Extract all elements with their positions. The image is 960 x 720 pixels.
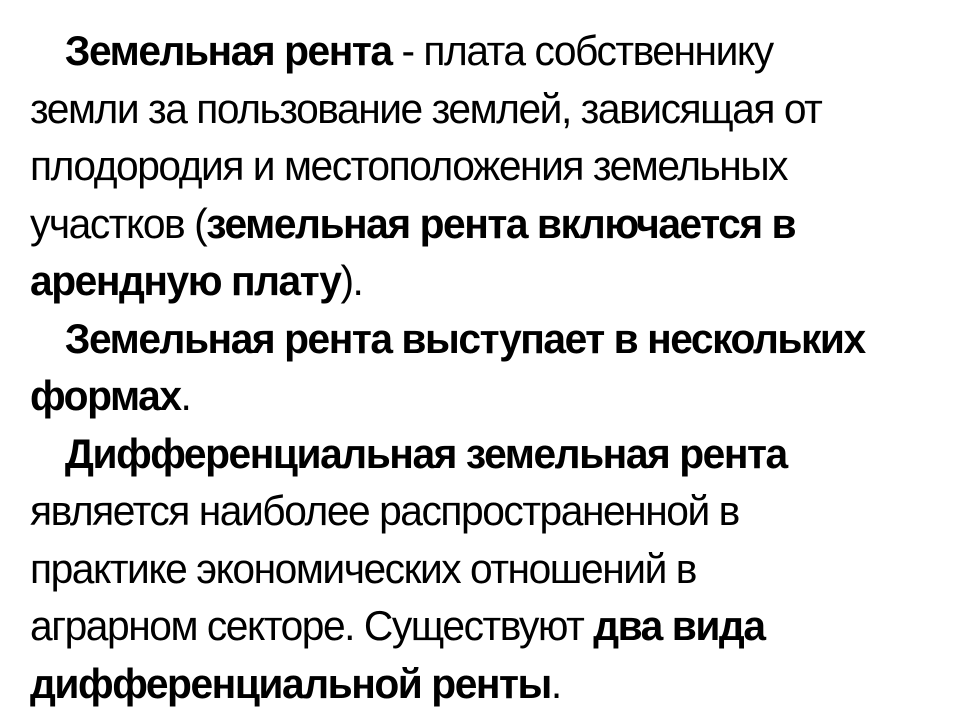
text-run: Земельная рента xyxy=(64,27,392,74)
text-line xyxy=(30,597,905,655)
text-run: является наиболее распространенной в xyxy=(30,487,739,534)
text-run: . xyxy=(550,659,561,707)
text-line xyxy=(30,540,905,598)
text-run: дифференциальной ренты xyxy=(30,659,551,707)
text-line xyxy=(30,655,905,713)
text-run: Земельная рента выступает в нескольких xyxy=(64,314,865,362)
text-run: Дифференциальная земельная рента xyxy=(64,429,787,477)
text-line xyxy=(30,195,905,253)
text-line xyxy=(30,137,905,195)
text-run: - плата собственнику xyxy=(391,27,773,74)
text-run: . xyxy=(180,372,191,419)
text-run: практике экономических отношений в xyxy=(30,544,696,592)
text-run: земельная рента включается в xyxy=(206,199,796,247)
text-run: формах xyxy=(30,372,181,419)
text-line xyxy=(30,425,905,483)
text-run: арендную плату xyxy=(30,257,341,304)
text-block xyxy=(30,22,932,712)
text-line xyxy=(30,22,905,80)
text-run: участков ( xyxy=(30,199,207,247)
text-run: плодородия и местоположения земельных xyxy=(30,142,788,189)
text-run: земли за пользование землей, зависящая от xyxy=(30,84,822,132)
text-line xyxy=(30,310,905,368)
text-run: аграрном секторе. Существуют xyxy=(30,602,594,649)
text-run: ). xyxy=(340,257,363,304)
text-line xyxy=(30,482,905,540)
text-line xyxy=(30,367,905,425)
text-line xyxy=(30,80,905,138)
text-line xyxy=(30,252,905,310)
text-run: два вида xyxy=(593,602,765,649)
